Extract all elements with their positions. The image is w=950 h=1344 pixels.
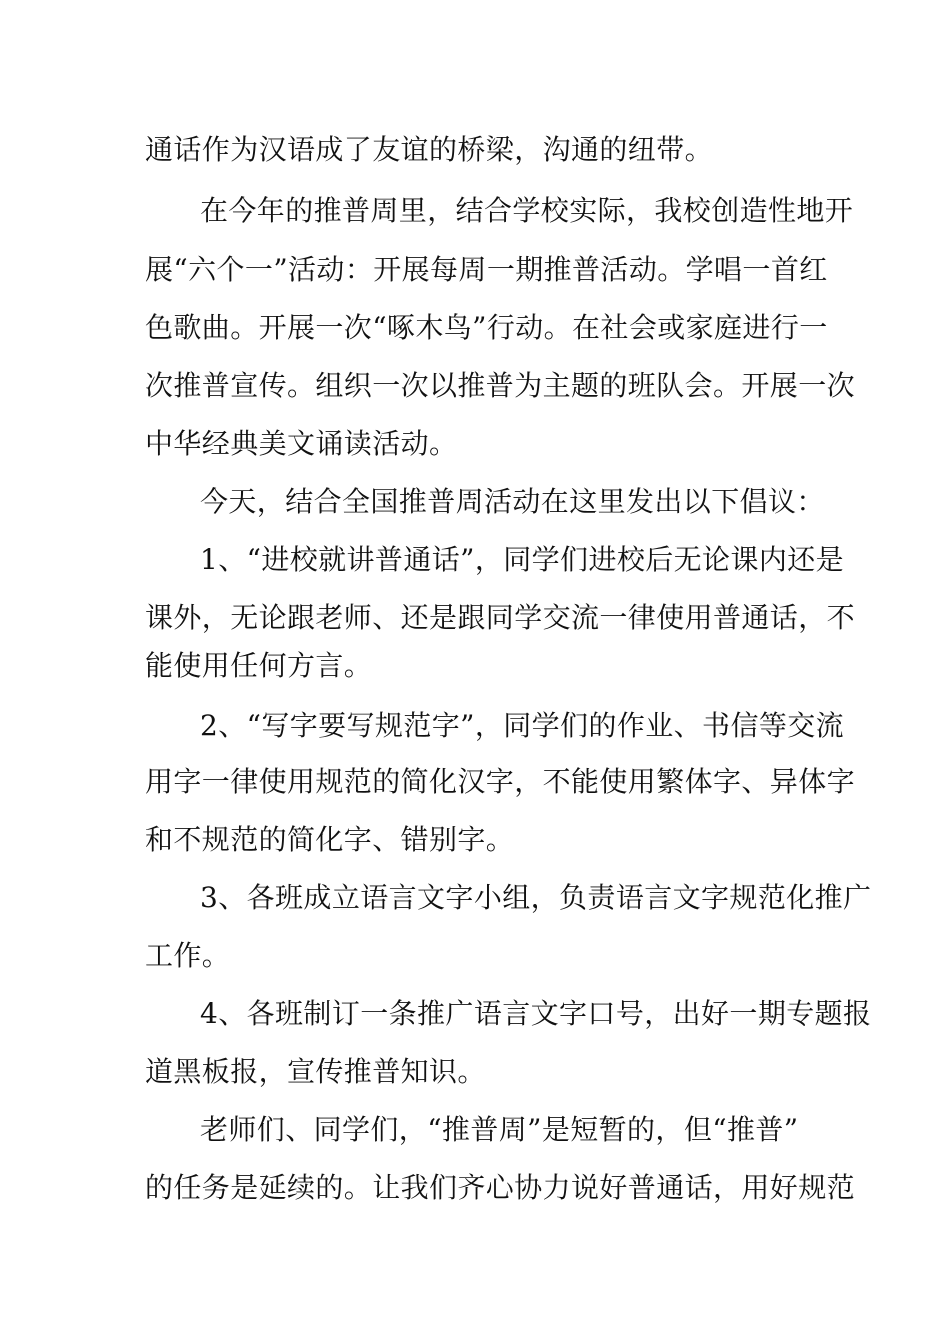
paragraph-first-line: 今天，结合全国推普周活动在这里发出以下倡议： <box>200 485 825 518</box>
text-line: 次推普宣传。组织一次以推普为主题的班队会。开展一次 <box>145 369 856 402</box>
text-line: 工作。 <box>145 939 231 972</box>
paragraph-first-line: 老师们、同学们，“推普周”是短暂的，但“推普” <box>200 1113 799 1146</box>
text-line: 用字一律使用规范的简化汉字，不能使用繁体字、异体字 <box>145 765 856 798</box>
text-line: 课外，无论跟老师、还是跟同学交流一律使用普通话，不 <box>145 601 856 634</box>
paragraph-first-line: 2、“写字要写规范字”，同学们的作业、书信等交流 <box>200 709 845 742</box>
text-line: 通话作为汉语成了友谊的桥梁，沟通的纽带。 <box>145 133 714 166</box>
text-line: 展“六个一”活动：开展每周一期推普活动。学唱一首红 <box>145 253 828 286</box>
text-line: 道黑板报，宣传推普知识。 <box>145 1055 486 1088</box>
text-line: 中华经典美文诵读活动。 <box>145 427 458 460</box>
text-line: 的任务是延续的。让我们齐心协力说好普通话，用好规范 <box>145 1171 856 1204</box>
text-line: 和不规范的简化字、错别字。 <box>145 823 515 856</box>
paragraph-first-line: 1、“进校就讲普通话”，同学们进校后无论课内还是 <box>200 543 845 576</box>
text-line: 能使用任何方言。 <box>145 649 373 682</box>
paragraph-first-line: 3、各班成立语言文字小组，负责语言文字规范化推广 <box>200 881 872 914</box>
paragraph-first-line: 4、各班制订一条推广语言文字口号，出好一期专题报 <box>200 997 872 1030</box>
paragraph-first-line: 在今年的推普周里，结合学校实际，我校创造性地开 <box>200 194 854 227</box>
text-line: 色歌曲。开展一次“啄木鸟”行动。在社会或家庭进行一 <box>145 311 828 344</box>
